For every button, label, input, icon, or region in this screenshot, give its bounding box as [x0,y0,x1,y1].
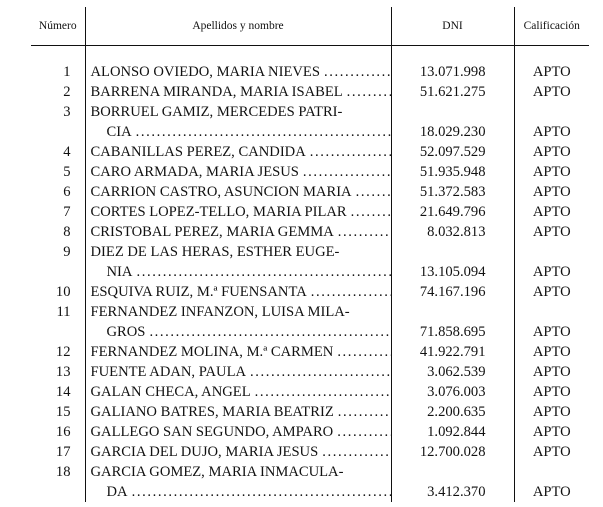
row-calificacion: APTO [514,162,589,182]
name-text: ALONSO OVIEDO, MARIA NIEVES [90,64,320,80]
table-row [31,322,589,342]
dot-leader [128,482,391,502]
row-calificacion: APTO [514,262,589,282]
table-row [31,482,589,502]
row-name: DIEZ DE LAS HERAS, ESTHER EUGE- [85,242,391,262]
row-calificacion: APTO [514,342,589,362]
dot-leader [334,402,391,422]
name-text: GROS [106,324,146,340]
row-name: FERNANDEZ INFANZON, LUISA MILA- [85,302,391,322]
header-calificacion: Calificación [514,7,589,46]
row-dni [391,462,514,482]
dot-leader [333,342,390,362]
row-calificacion: APTO [514,46,589,83]
row-name [85,442,391,462]
row-name [85,402,391,422]
table-row [31,342,589,362]
table-row [31,282,589,302]
name-text: FERNANDEZ MOLINA, M.ª CARMEN [90,344,334,360]
row-calificacion: APTO [514,362,589,382]
row-name [85,142,391,162]
table-row [31,302,589,322]
row-dni: 51.621.275 [391,82,514,102]
table-row [31,402,589,422]
row-dni: 74.167.196 [391,282,514,302]
row-name [85,262,391,282]
dot-leader [306,142,391,162]
name-text: DA [106,484,128,500]
row-name: BORRUEL GAMIZ, MERCEDES PATRI- [85,102,391,122]
row-name [85,342,391,362]
row-calificacion: APTO [514,282,589,302]
row-dni: 13.071.998 [391,46,514,83]
row-name [85,322,391,342]
header-numero: Número [31,7,85,46]
row-number: 12 [55,344,71,360]
table-row [31,382,589,402]
row-name [85,122,391,142]
row-dni: 51.372.583 [391,182,514,202]
name-text: BARRENA MIRANDA, MARIA ISABEL [90,84,343,100]
row-number: 11 [56,304,71,320]
row-dni: 51.935.948 [391,162,514,182]
table-row [31,422,589,442]
row-number: 14 [55,384,71,400]
row-number: 15 [55,404,71,420]
table-row [31,462,589,482]
row-name [85,422,391,442]
row-calificacion: APTO [514,222,589,242]
dot-leader [334,222,391,242]
row-number: 9 [63,244,71,260]
row-calificacion: APTO [514,422,589,442]
row-number: 1 [63,64,71,80]
name-text: GALAN CHECA, ANGEL [90,384,251,400]
dot-leader [318,442,390,462]
row-calificacion: APTO [514,482,589,502]
table-row [31,46,589,83]
row-number [31,122,85,142]
row-name [85,482,391,502]
row-dni: 52.097.529 [391,142,514,162]
row-dni: 18.029.230 [391,122,514,142]
name-text: CRISTOBAL PEREZ, MARIA GEMMA [90,224,334,240]
table-header-row [31,7,589,46]
row-number [31,322,85,342]
row-dni: 12.700.028 [391,442,514,462]
row-dni: 71.858.695 [391,322,514,342]
dot-leader [347,202,391,222]
dot-leader [132,262,390,282]
dot-leader [299,162,391,182]
row-calificacion [514,242,589,262]
row-calificacion: APTO [514,82,589,102]
row-name [85,182,391,202]
row-calificacion [514,302,589,322]
row-number: 18 [55,464,71,480]
row-number: 13 [55,364,71,380]
row-dni [391,302,514,322]
table-row [31,242,589,262]
row-name [85,162,391,182]
table-row [31,222,589,242]
row-name: GARCIA GOMEZ, MARIA INMACULA- [85,462,391,482]
row-calificacion: APTO [514,122,589,142]
table-row [31,262,589,282]
row-calificacion [514,102,589,122]
row-dni: 8.032.813 [391,222,514,242]
row-dni: 3.076.003 [391,382,514,402]
row-number: 6 [63,184,71,200]
name-text: ESQUIVA RUIZ, M.ª FUENSANTA [90,284,307,300]
row-dni: 3.062.539 [391,362,514,382]
results-table [31,7,589,502]
table-row [31,442,589,462]
row-number: 5 [63,164,71,180]
dot-leader [251,382,391,402]
row-number: 4 [63,144,71,160]
row-name [85,82,391,102]
row-calificacion: APTO [514,202,589,222]
row-name [85,202,391,222]
row-name [85,222,391,242]
row-name [85,362,391,382]
row-number: 10 [55,284,71,300]
name-text: CIA [106,124,132,140]
row-calificacion: APTO [514,382,589,402]
row-dni: 41.922.791 [391,342,514,362]
table-row [31,82,589,102]
row-dni: 1.092.844 [391,422,514,442]
row-dni: 2.200.635 [391,402,514,422]
header-dni: DNI [391,7,514,46]
name-text: CARO ARMADA, MARIA JESUS [90,164,299,180]
table-row [31,142,589,162]
name-text: GALIANO BATRES, MARIA BEATRIZ [90,404,334,420]
dot-leader [333,422,390,442]
row-calificacion [514,462,589,482]
row-dni [391,242,514,262]
row-calificacion: APTO [514,182,589,202]
name-text: NIA [106,264,133,280]
name-text: GALLEGO SAN SEGUNDO, AMPARO [90,424,334,440]
row-dni [391,102,514,122]
dot-leader [352,182,391,202]
row-name [85,382,391,402]
dot-leader [307,282,391,302]
header-apellidos-nombre: Apellidos y nombre [85,7,391,46]
name-text: GARCIA DEL DUJO, MARIA JESUS [90,444,319,460]
row-calificacion: APTO [514,402,589,422]
row-dni: 21.649.796 [391,202,514,222]
row-number: 2 [63,84,71,100]
row-number: 7 [63,204,71,220]
dot-leader [343,82,391,102]
row-dni: 13.105.094 [391,262,514,282]
row-number [31,482,85,502]
row-number: 8 [63,224,71,240]
name-text: CARRION CASTRO, ASUNCION MARIA [90,184,352,200]
name-text: FUENTE ADAN, PAULA [90,364,247,380]
row-calificacion: APTO [514,142,589,162]
row-calificacion: APTO [514,322,589,342]
dot-leader [246,362,390,382]
dot-leader [132,122,391,142]
name-text: CORTES LOPEZ-TELLO, MARIA PILAR [90,204,347,220]
table-row [31,102,589,122]
row-name [85,282,391,302]
table-row [31,122,589,142]
row-name [85,46,391,83]
name-text: CABANILLAS PEREZ, CANDIDA [90,144,306,160]
dot-leader [320,62,391,82]
table-row [31,362,589,382]
row-number: 16 [55,424,71,440]
table-row [31,182,589,202]
row-number: 17 [55,444,71,460]
table-row [31,162,589,182]
row-number: 3 [63,104,71,120]
table-row [31,202,589,222]
row-number [31,262,85,282]
dot-leader [145,322,390,342]
row-dni: 3.412.370 [391,482,514,502]
row-calificacion: APTO [514,442,589,462]
